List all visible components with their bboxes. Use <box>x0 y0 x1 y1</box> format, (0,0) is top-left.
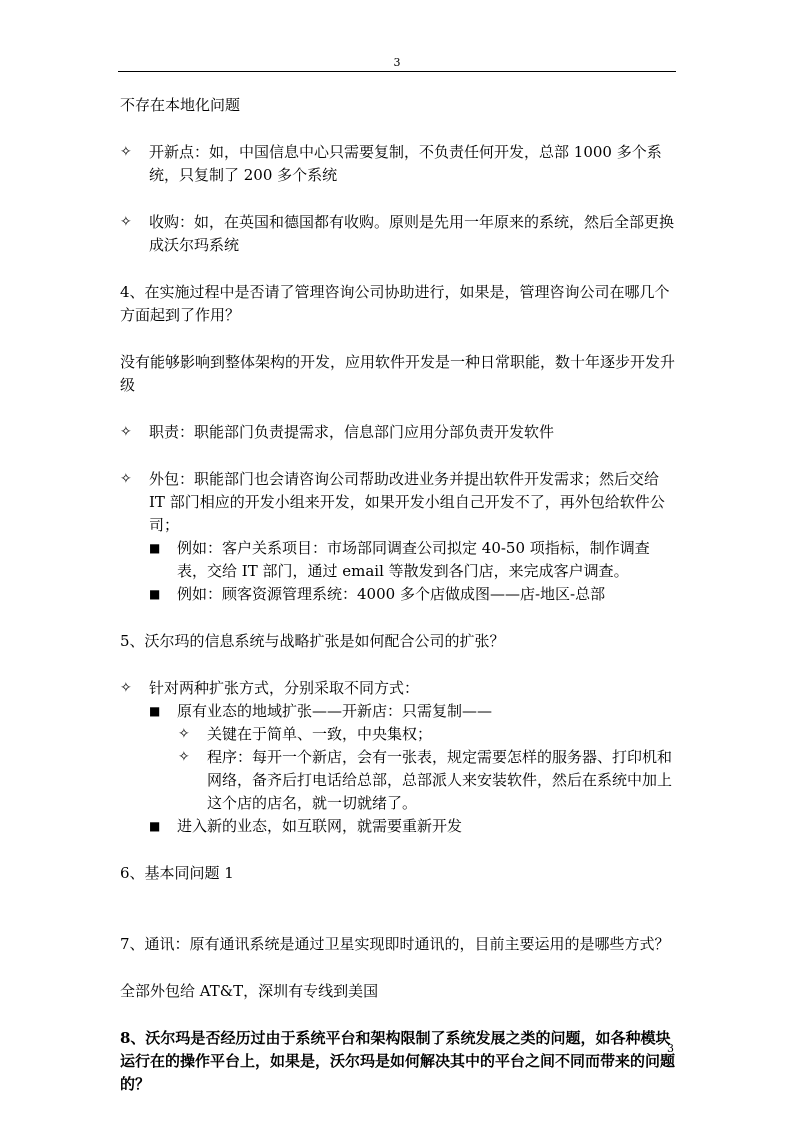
bullet-text: 收购：如，在英国和德国都有收购。原则是先用一年原来的系统，然后全部更换成沃尔玛系统 <box>149 213 675 254</box>
sub-sub-bullet-procedure <box>120 746 676 815</box>
square-bullet-icon: ■ <box>149 541 161 555</box>
sub-bullet-crm <box>120 537 676 583</box>
question-6: 6、基本同问题 1 <box>120 864 234 882</box>
header-rule <box>118 71 676 72</box>
bullet-text: 职责：职能部门负责提需求，信息部门应用分部负责开发软件 <box>149 423 555 441</box>
question-5: 5、沃尔玛的信息系统与战略扩张是如何配合公司的扩张？ <box>120 632 505 650</box>
question-7: 7、通讯：原有通讯系统是通过卫星实现即时通讯的，目前主要运用的是哪些方式？ <box>120 935 670 953</box>
sub-bullet-customer-resource <box>120 583 676 606</box>
answer-4: 没有能够影响到整体架构的开发，应用软件开发是一种日常职能，数十年逐步开发升级 <box>120 353 676 394</box>
bullet-expansion-methods <box>120 677 676 700</box>
sub-bullet-text: 例如：客户关系项目：市场部同调查公司拟定 40-50 项指标，制作调查表，交给 IT 部门，通过 email 等散发到各门店，来完成客户调查。 <box>177 539 650 580</box>
diamond-bullet-icon: ✧ <box>178 726 190 742</box>
footer-page-number: 3 <box>667 1042 674 1055</box>
square-bullet-icon: ■ <box>149 819 161 833</box>
bullet-responsibility <box>120 421 676 444</box>
bullet-text: 外包：职能部门也会请咨询公司帮助改进业务并提出软件开发需求；然后交给 IT 部门相应的开发小组来开发，如果开发小组自己开发不了，再外包给软件公司； <box>149 470 665 534</box>
sub-bullet-text: 例如：顾客资源管理系统：4000 多个店做成图——店-地区-总部 <box>177 585 606 603</box>
diamond-bullet-icon: ✧ <box>120 214 132 230</box>
bullet-text: 开新点：如，中国信息中心只需要复制，不负责任何开发，总部 1000 多个系统，只复制了 200 多个系统 <box>149 143 662 184</box>
diamond-bullet-icon: ✧ <box>120 471 132 487</box>
question-8: 8、沃尔玛是否经历过由于系统平台和架构限制了系统发展之类的问题，如各种模块运行在的操作平台上，如果是，沃尔玛是如何解决其中的平台之间不同而带来的问题的？ <box>120 1029 676 1093</box>
diamond-bullet-icon: ✧ <box>120 424 132 440</box>
sub-sub-bullet-key <box>120 723 676 746</box>
bullet-acquisition <box>120 211 676 257</box>
paragraph-localization: 不存在本地化问题 <box>120 96 241 114</box>
square-bullet-icon: ■ <box>149 704 161 718</box>
document-body <box>120 94 676 1096</box>
question-4: 4、在实施过程中是否请了管理咨询公司协助进行，如果是，管理咨询公司在哪几个方面起到了作用？ <box>120 283 670 324</box>
answer-7: 全部外包给 AT&T，深圳有专线到美国 <box>120 982 379 1000</box>
square-bullet-icon: ■ <box>149 587 161 601</box>
bullet-new-store <box>120 141 676 187</box>
bullet-outsourcing <box>120 468 676 537</box>
sub-bullet-new-format <box>120 815 676 838</box>
bullet-text: 针对两种扩张方式，分别采取不同方式： <box>149 679 420 697</box>
sub-bullet-text: 进入新的业态，如互联网，就需要重新开发 <box>177 817 463 835</box>
sub-bullet-regional-expansion <box>120 700 676 723</box>
diamond-bullet-icon: ✧ <box>120 680 132 696</box>
sub-sub-bullet-text: 程序：每开一个新店，会有一张表，规定需要怎样的服务器、打印机和网络，备齐后打电话给总部，总部派人来安装软件，然后在系统中加上这个店的店名，就一切就绪了。 <box>207 748 673 812</box>
diamond-bullet-icon: ✧ <box>178 749 190 765</box>
sub-bullet-text: 原有业态的地域扩张——开新店：只需复制—— <box>177 702 493 720</box>
header-page-number: 3 <box>393 56 401 69</box>
diamond-bullet-icon: ✧ <box>120 144 132 160</box>
sub-sub-bullet-text: 关键在于简单、一致，中央集权； <box>207 725 433 743</box>
